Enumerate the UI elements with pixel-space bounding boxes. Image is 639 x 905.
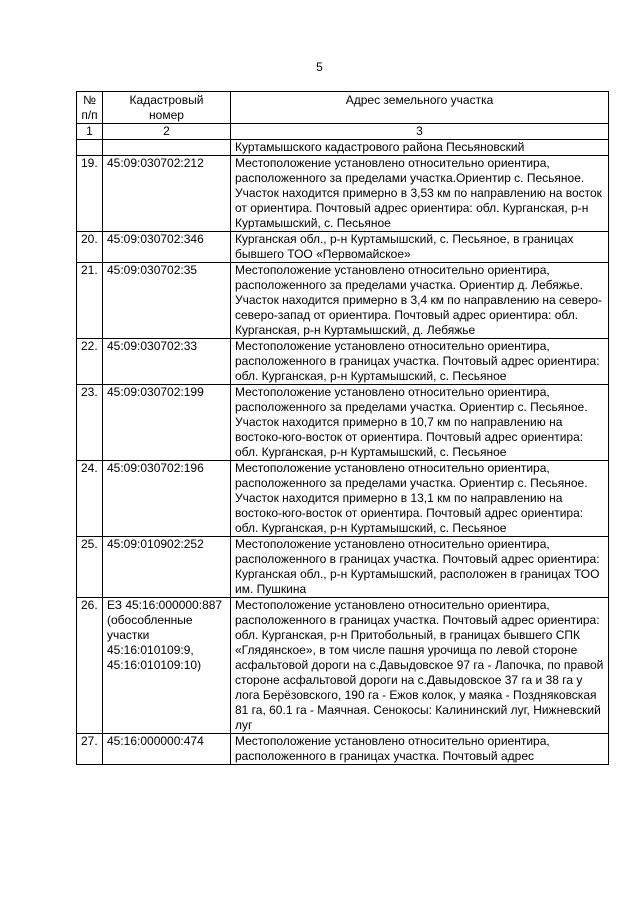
continuation-text: Куртамышского кадастрового района Песьяновский bbox=[231, 140, 609, 156]
row-number: 25. bbox=[77, 537, 103, 598]
row-number: 23. bbox=[77, 385, 103, 461]
page-number: 5 bbox=[316, 60, 323, 74]
table-row bbox=[77, 263, 609, 339]
land-address: Местоположение установлено относительно ориентира, расположенного за пределами участка. Ориентир д. Лебяжье. Участок находится примерно в 3,4 км по направлению на северо-северо-запад от ориентира. Почтовый адрес ориентира: обл. Курганская, р-н Куртамышский, д. Лебяжье bbox=[231, 263, 609, 339]
land-plots-table bbox=[76, 91, 609, 765]
continuation-row bbox=[77, 140, 609, 156]
column-number: 1 bbox=[77, 124, 103, 140]
cadastral-number: 45:09:030702:346 bbox=[103, 232, 231, 263]
cadastral-number: 45:09:030702:196 bbox=[103, 461, 231, 537]
land-address: Курганская обл., р-н Куртамышский, с. Песьяное, в границах бывшего ТОО «Первомайское» bbox=[231, 232, 609, 263]
cadastral-number: 45:09:030702:212 bbox=[103, 156, 231, 232]
cadastral-number: 45:09:030702:199 bbox=[103, 385, 231, 461]
table-row bbox=[77, 598, 609, 734]
table-row bbox=[77, 385, 609, 461]
empty-cell bbox=[103, 140, 231, 156]
column-number: 2 bbox=[103, 124, 231, 140]
row-number: 20. bbox=[77, 232, 103, 263]
land-address: Местоположение установлено относительно ориентира, расположенного за пределами участка. Ориентир с. Песьяное. Участок находится примерно в 13,1 км по направлению на востоко-юго-восток от ориентира. Почтовый адрес ориентира: обл. Курганская, р-н Куртамышский, с. Песьяное bbox=[231, 461, 609, 537]
column-number: 3 bbox=[231, 124, 609, 140]
table-row bbox=[77, 232, 609, 263]
header-address: Адрес земельного участка bbox=[231, 92, 609, 124]
row-number: 19. bbox=[77, 156, 103, 232]
row-number: 22. bbox=[77, 339, 103, 385]
empty-cell bbox=[77, 140, 103, 156]
table-row bbox=[77, 537, 609, 598]
land-address: Местоположение установлено относительно ориентира, расположенного в границах участка. Почтовый адрес bbox=[231, 734, 609, 765]
table-row bbox=[77, 734, 609, 765]
cadastral-number: 45:16:000000:474 bbox=[103, 734, 231, 765]
header-cadastral-number: Кадастровый номер bbox=[103, 92, 231, 124]
column-numbers-row bbox=[77, 124, 609, 140]
cadastral-number: ЕЗ 45:16:000000:887 (обособленные участки 45:16:010109:9, 45:16:010109:10) bbox=[103, 598, 231, 734]
row-number: 27. bbox=[77, 734, 103, 765]
row-number: 21. bbox=[77, 263, 103, 339]
land-address: Местоположение установлено относительно ориентира, расположенного в границах участка. Почтовый адрес ориентира: обл. Курганская, р-н Притобольный, в границах бывшего СПК «Глядянское», в том числе пашня урочища по левой стороне асфальтовой дороги на с.Давыдовское 97 га - Лапочка, по правой стороне асфальтовой дороги на с.Давыдовское 37 га и 38 га у лога Берёзовского, 190 га - Ежов колок, у маяка - Поздняковская 81 га, 60.1 га - Маячная. Сенокосы: Калининский луг, Нижневский луг bbox=[231, 598, 609, 734]
header-number: № п/п bbox=[77, 92, 103, 124]
land-address: Местоположение установлено относительно ориентира, расположенного в границах участка. Почтовый адрес ориентира: Курганская обл., р-н Куртамышский, расположен в границах ТОО им. Пушкина bbox=[231, 537, 609, 598]
row-number: 26. bbox=[77, 598, 103, 734]
table-header-row bbox=[77, 92, 609, 124]
table-row bbox=[77, 339, 609, 385]
land-address: Местоположение установлено относительно ориентира, расположенного за пределами участка.Ориентир с. Песьяное. Участок находится примерно в 3,53 км по направлению на восток от ориентира. Почтовый адрес ориентира: обл. Курганская, р-н Куртамышский, с. Песьяное bbox=[231, 156, 609, 232]
row-number: 24. bbox=[77, 461, 103, 537]
land-address: Местоположение установлено относительно ориентира, расположенного за пределами участка. Ориентир с. Песьяное. Участок находится примерно в 10,7 км по направлению на востоко-юго-восток от ориентира. Почтовый адрес ориентира: обл. Курганская, р-н Куртамышский, с. Песьяное bbox=[231, 385, 609, 461]
cadastral-number: 45:09:030702:35 bbox=[103, 263, 231, 339]
land-address: Местоположение установлено относительно ориентира, расположенного в границах участка. Почтовый адрес ориентира: обл. Курганская, р-н Куртамышский, с. Песьяное bbox=[231, 339, 609, 385]
table-row bbox=[77, 461, 609, 537]
cadastral-number: 45:09:030702:33 bbox=[103, 339, 231, 385]
table-row bbox=[77, 156, 609, 232]
cadastral-number: 45:09:010902:252 bbox=[103, 537, 231, 598]
